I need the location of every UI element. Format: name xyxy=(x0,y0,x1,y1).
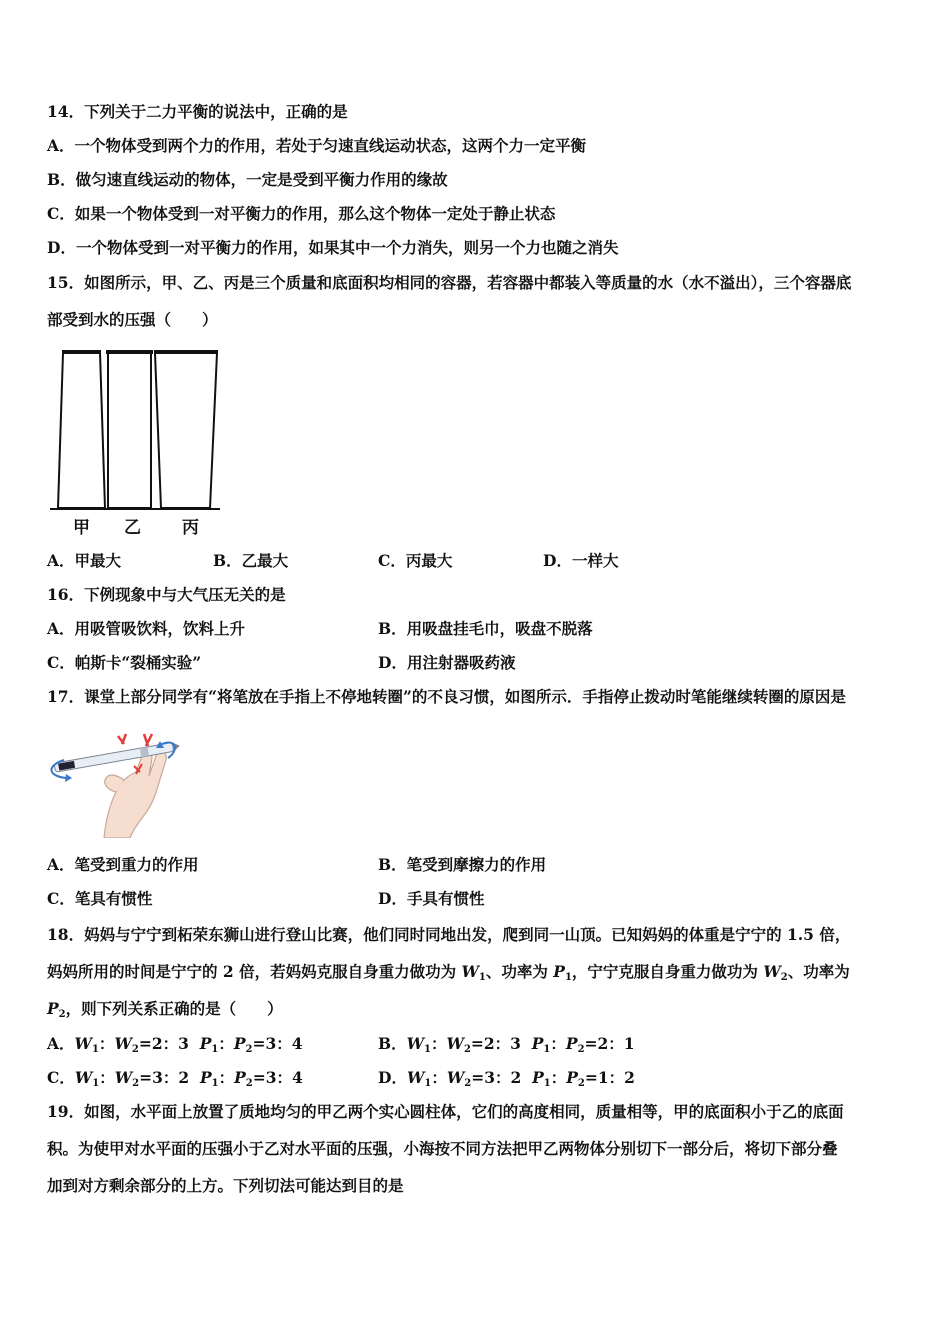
q15-stem-line1: 15．如图所示，甲、乙、丙是三个质量和底面积均相同的容器，若容器中都装入等质量的水（水不溢出），三个容器底 xyxy=(47,273,852,292)
container-yi xyxy=(106,352,153,508)
label-jia: 甲 xyxy=(73,518,90,538)
q16-option-c[interactable]: C．帕斯卡“裂桶实验” xyxy=(47,653,202,672)
q15-stem-line2: 部受到水的压强（ ） xyxy=(47,310,218,329)
label-yi: 乙 xyxy=(124,518,141,538)
q18-option-a[interactable]: A．$W_1$：$W_2=2$：3 $P_1$：$P_2=3$：4 xyxy=(47,1034,303,1055)
q15-option-c[interactable]: C．丙最大 xyxy=(378,551,453,570)
q15-option-d[interactable]: D．一样大 xyxy=(543,551,619,570)
q18-option-c[interactable]: C．$W_1$：$W_2=3$：2 $P_1$：$P_2=3$：4 xyxy=(47,1068,303,1089)
containers-figure xyxy=(48,345,223,540)
label-bing: 丙 xyxy=(182,518,199,538)
q15-option-a[interactable]: A．甲最大 xyxy=(47,551,122,570)
container-jia xyxy=(58,352,105,508)
q14-option-a[interactable]: A．一个物体受到两个力的作用，若处于匀速直线运动状态，这两个力一定平衡 xyxy=(47,136,587,155)
q17-option-c[interactable]: C．笔具有惯性 xyxy=(47,889,153,908)
q16-stem: 16．下例现象中与大气压无关的是 xyxy=(47,585,286,604)
q17-stem: 17．课堂上部分同学有“将笔放在手指上不停地转圈”的不良习惯，如图所示．手指停止拨动时笔能继续转圈的原因是 xyxy=(47,687,846,706)
container-bing xyxy=(154,352,218,508)
q14-option-c[interactable]: C．如果一个物体受到一对平衡力的作用，那么这个物体一定处于静止状态 xyxy=(47,204,556,223)
q14-stem: 14．下列关于二力平衡的说法中，正确的是 xyxy=(47,102,348,121)
pen-spinning-figure xyxy=(46,726,181,838)
q18-stem-line2: 妈妈所用的时间是宁宁的 2 倍，若妈妈克服自身重力做功为 $W_1$、功率为 $P_1$，宁宁克服自身重力做功为 $W_2$、功率为 xyxy=(47,962,850,983)
q16-option-b[interactable]: B．用吸盘挂毛巾，吸盘不脱落 xyxy=(378,619,593,638)
q19-stem-line2: 积。为使甲对水平面的压强小于乙对水平面的压强，小海按不同方法把甲乙两物体分别切下一部分后，将切下部分叠 xyxy=(47,1139,838,1158)
q18-stem-line1: 18．妈妈与宁宁到柘荣东狮山进行登山比赛，他们同时同地出发，爬到同一山顶。已知妈妈的体重是宁宁的 1.5 倍， xyxy=(47,925,851,944)
q14-option-d[interactable]: D．一个物体受到一对平衡力的作用，如果其中一个力消失，则另一个力也随之消失 xyxy=(47,238,619,257)
q18-option-b[interactable]: B．$W_1$：$W_2=2$：3 $P_1$：$P_2=2$：1 xyxy=(378,1034,635,1055)
q14-option-b[interactable]: B．做匀速直线运动的物体，一定是受到平衡力作用的缘故 xyxy=(47,170,448,189)
q17-option-a[interactable]: A．笔受到重力的作用 xyxy=(47,855,199,874)
q19-stem-line1: 19．如图，水平面上放置了质地均匀的甲乙两个实心圆柱体，它们的高度相同，质量相等，甲的底面积小于乙的底面 xyxy=(47,1102,844,1121)
q16-option-a[interactable]: A．用吸管吸饮料，饮料上升 xyxy=(47,619,246,638)
q17-option-d[interactable]: D．手具有惯性 xyxy=(378,889,485,908)
q18-stem-line3: $P_2$，则下列关系正确的是（ ） xyxy=(47,999,283,1020)
q17-option-b[interactable]: B．笔受到摩擦力的作用 xyxy=(378,855,547,874)
q19-stem-line3: 加到对方剩余部分的上方。下列切法可能达到目的是 xyxy=(47,1176,404,1195)
q16-option-d[interactable]: D．用注射器吸药液 xyxy=(378,653,516,672)
q18-option-d[interactable]: D．$W_1$：$W_2=3$：2 $P_1$：$P_2=1$：2 xyxy=(378,1068,635,1089)
q15-option-b[interactable]: B．乙最大 xyxy=(213,551,289,570)
